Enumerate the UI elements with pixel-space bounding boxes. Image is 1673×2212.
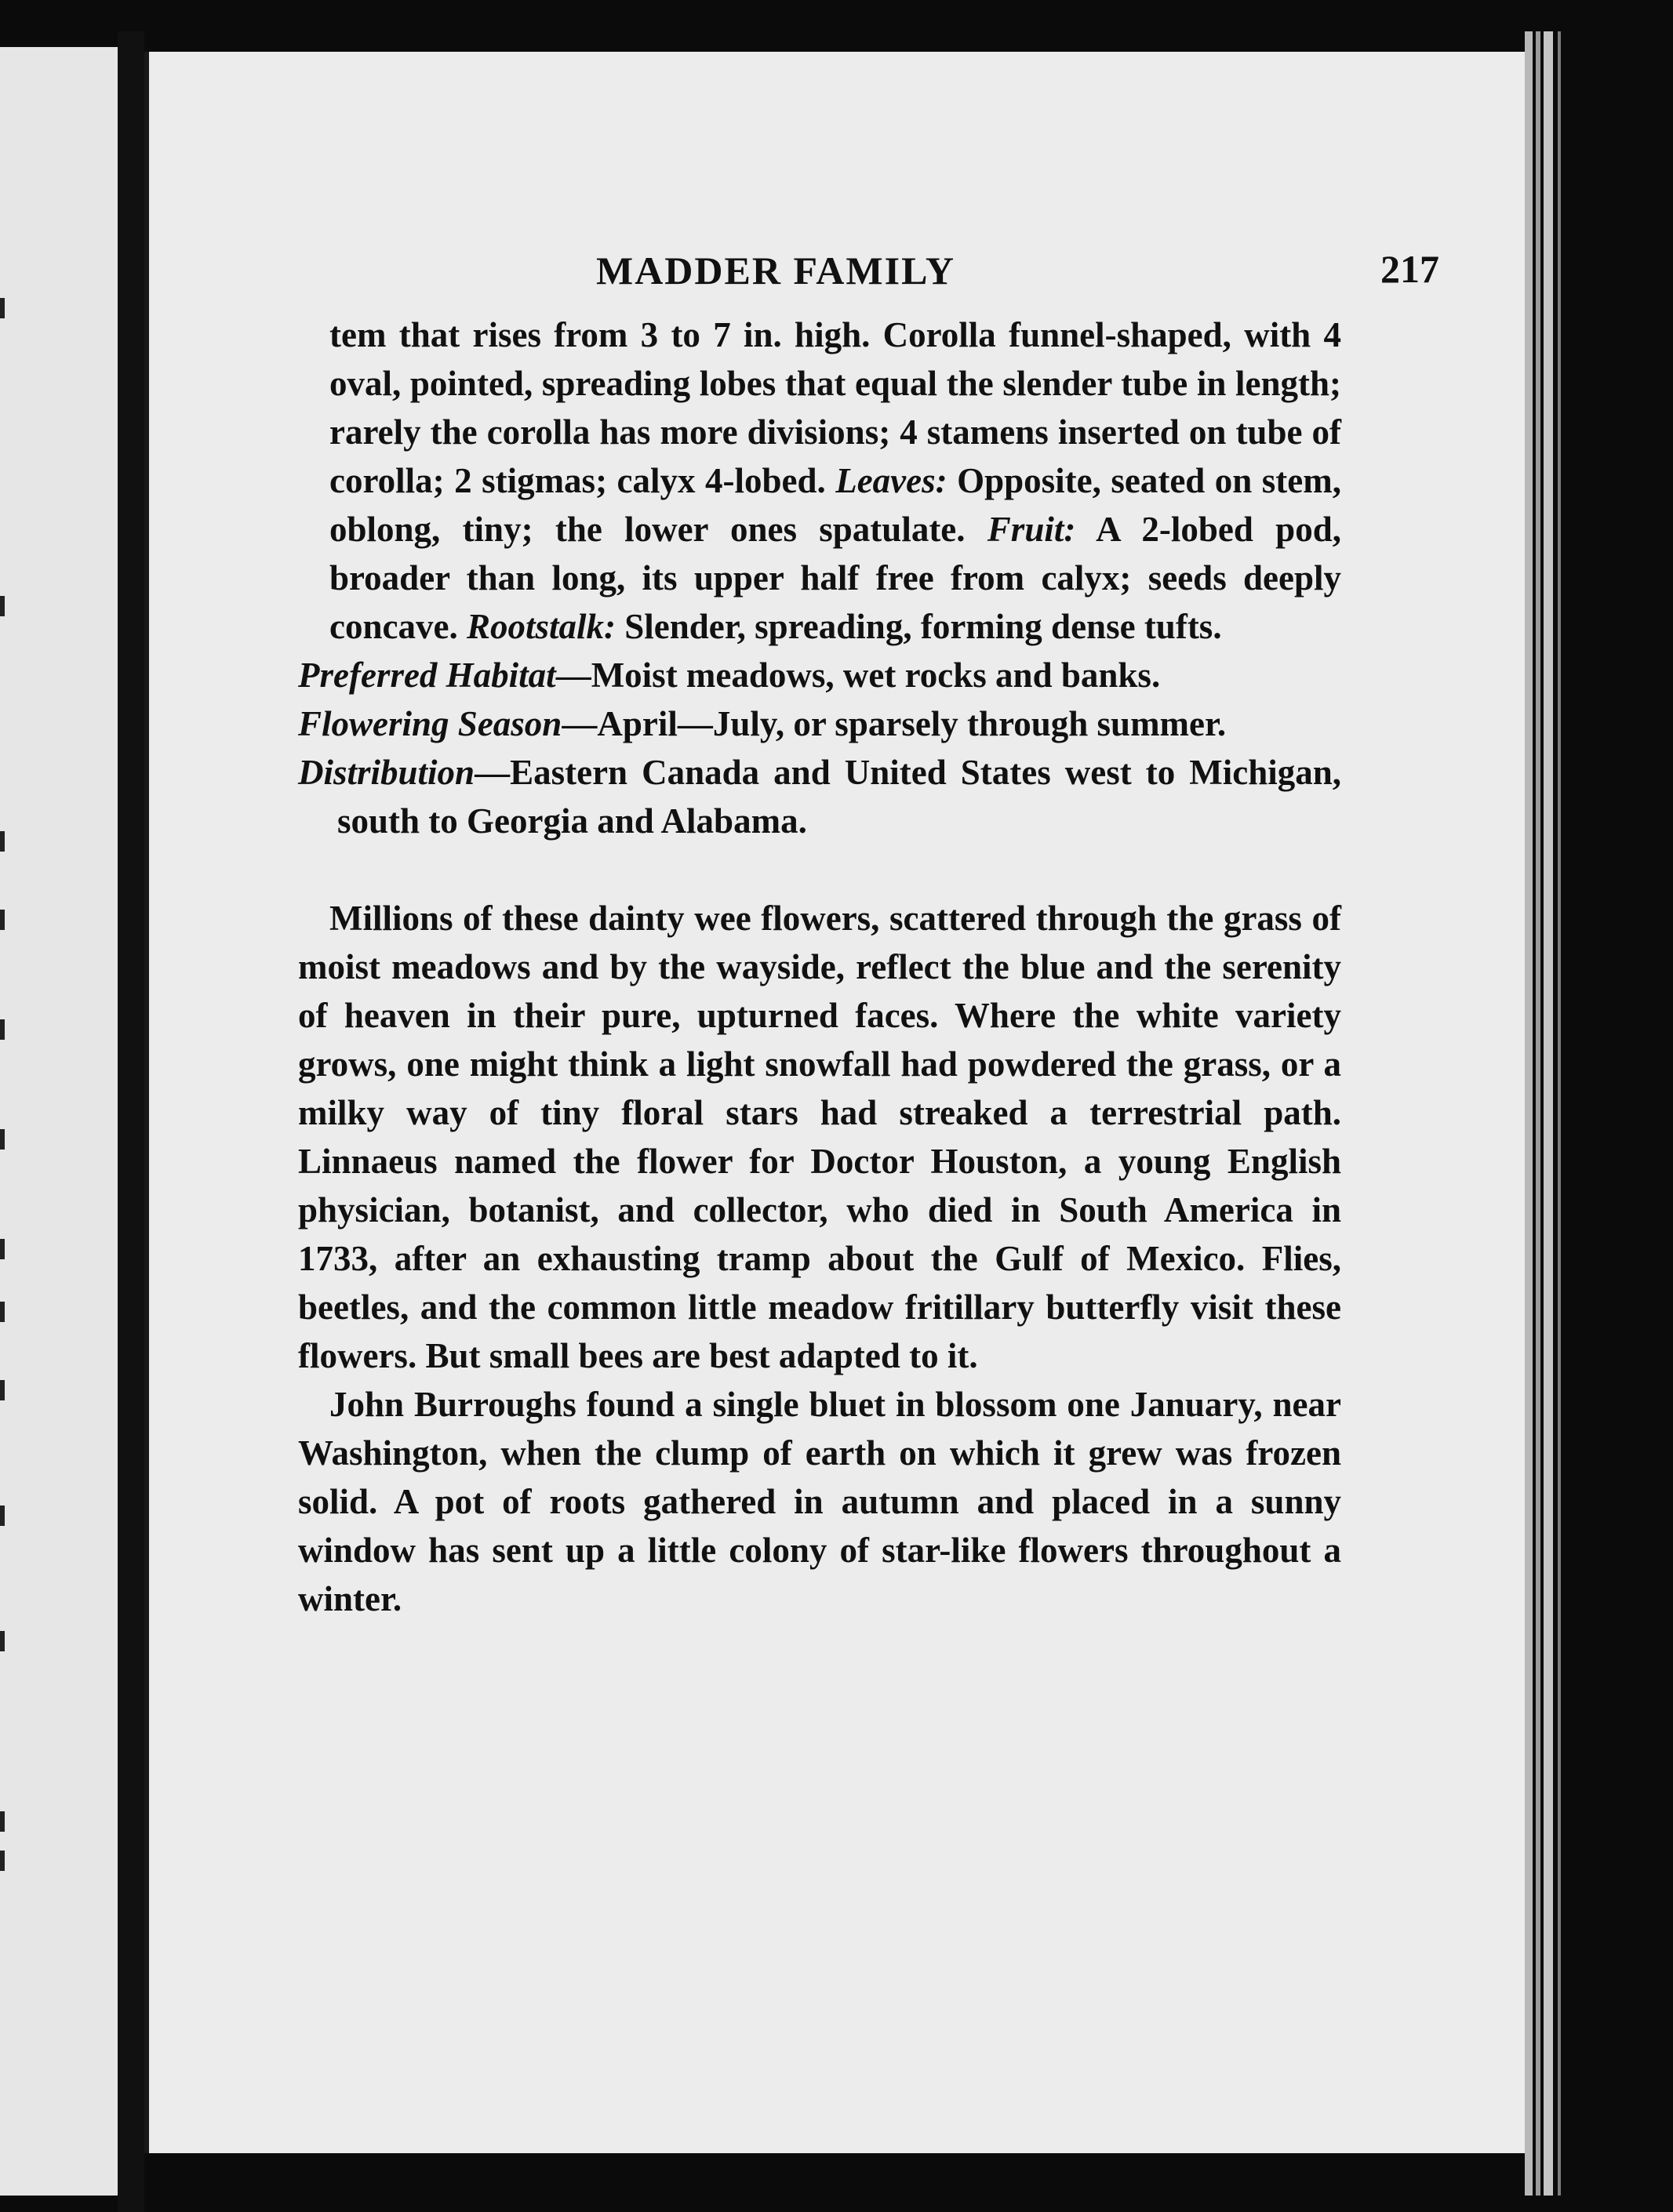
season-label: Flowering Season xyxy=(298,704,562,743)
distribution-text: —Eastern Canada and United States west to Michigan, south to Georgia and Alabama. xyxy=(337,753,1341,841)
margin-mark xyxy=(0,298,5,318)
rootstalk-label: Rootstalk: xyxy=(466,607,616,646)
margin-mark xyxy=(0,831,5,852)
body-paragraph: Millions of these dainty wee flowers, scattered through the grass of moist meadows and by the wayside, reflect the blue and the serenity of heaven in their pure, upturned faces. Where the white variety grows, one might think a light snowfall had powdered the grass, or a milky way of tiny floral stars had streaked a terrestrial path. Linnaeus named the flower for Doctor Houston, a young English physician, botanist, and collector, who died in South America in 1733, after an exhausting tramp about the Gulf of Mexico. Flies, beetles, and the common little meadow fritillary butterfly visit these flowers. But small bees are best adapted to it. xyxy=(298,899,1341,1375)
margin-mark xyxy=(0,1506,5,1526)
margin-mark xyxy=(0,1239,5,1259)
page-number: 217 xyxy=(1380,247,1439,291)
leaves-text: Opposite, seated on stem, oblong, tiny; the lower ones spatulate. xyxy=(329,461,1341,549)
running-title: MADDER FAMILY xyxy=(596,249,955,292)
season-text: —April—July, or sparsely through summer. xyxy=(562,704,1227,743)
season-entry xyxy=(298,699,1341,748)
page-body xyxy=(298,311,1341,1623)
fruit-label: Fruit: xyxy=(987,510,1076,549)
species-description xyxy=(298,311,1341,651)
fruit-text: A 2-lobed pod, broader than long, its upper half free from calyx; seeds deeply concave. xyxy=(329,510,1341,646)
habitat-entry xyxy=(298,651,1341,699)
margin-mark xyxy=(0,1811,5,1832)
book-gutter xyxy=(118,31,144,2212)
section-gap xyxy=(298,845,1341,894)
habitat-text: —Moist meadows, wet rocks and banks. xyxy=(555,656,1161,695)
page-edge xyxy=(1558,31,1561,2196)
distribution-label: Distribution xyxy=(298,753,475,792)
distribution-entry xyxy=(298,748,1341,845)
margin-mark xyxy=(0,1380,5,1400)
book-page xyxy=(144,52,1525,2153)
margin-mark xyxy=(0,596,5,616)
page-edge xyxy=(1544,31,1553,2196)
habitat-label: Preferred Habitat xyxy=(298,656,556,695)
rootstalk-text: Slender, spreading, forming dense tufts. xyxy=(615,607,1222,646)
margin-mark xyxy=(0,1851,5,1871)
description-text: tem that rises from 3 to 7 in. high. Corolla funnel-shaped, with 4 oval, pointed, spreading lobes that equal the slender tube in length; rarely the corolla has more divisions; 4 stamens inserted on tube of corolla; 2 stigmas; calyx 4-lobed. xyxy=(329,315,1341,500)
leaves-label: Leaves: xyxy=(835,461,947,500)
facing-page-edge xyxy=(0,47,118,2196)
margin-mark xyxy=(0,1019,5,1040)
page-edge xyxy=(1536,31,1540,2196)
page-edge xyxy=(1525,31,1533,2196)
margin-mark xyxy=(0,1631,5,1651)
margin-mark xyxy=(0,1302,5,1322)
margin-mark xyxy=(0,910,5,930)
body-paragraph: John Burroughs found a single bluet in blossom one January, near Washington, when the clump of earth on which it grew was frozen solid. A pot of roots gathered in autumn and placed in a sunny window has sent up a little colony of star-like flowers throughout a winter. xyxy=(298,1385,1341,1618)
margin-mark xyxy=(0,1129,5,1150)
